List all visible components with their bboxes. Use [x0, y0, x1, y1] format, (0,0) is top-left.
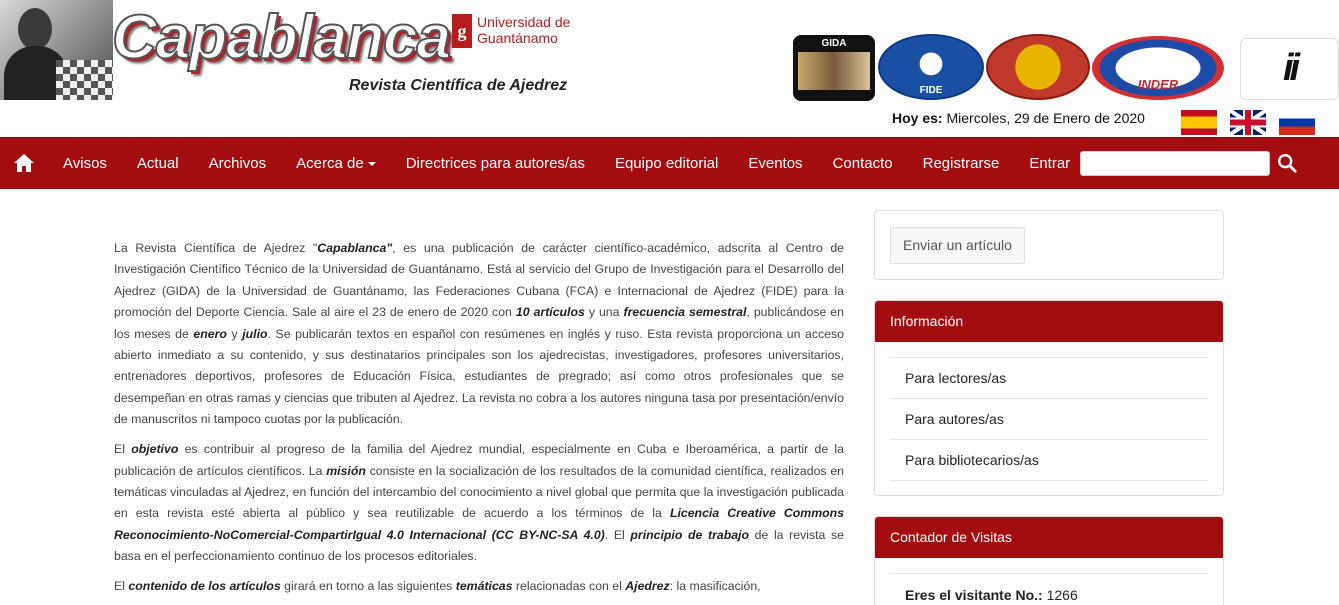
license-link[interactable]: Licencia Creative Commons Reconocimiento-NoComercial-CompartirIgual 4.0 Internacional (CC BY-NC-SA 4.0): [114, 506, 845, 542]
caret-down-icon: [368, 162, 376, 166]
info-panel: [874, 300, 1224, 496]
visits-value: 1266: [1042, 587, 1078, 603]
submit-panel: [874, 210, 1224, 280]
nav-entrar[interactable]: Entrar: [1029, 154, 1071, 172]
link-readers[interactable]: Para lectores/as: [890, 358, 1208, 399]
journal-logo[interactable]: Capablanca: [112, 3, 451, 72]
content-paragraph: El contenido de los artículos girará en torno a las siguientes temáticas relacionadas con el Ajedrez: la masificación,: [114, 579, 761, 594]
main-navbar: [0, 137, 1339, 189]
link-authors[interactable]: Para autores/as: [890, 399, 1208, 440]
nav-registrarse[interactable]: Registrarse: [922, 154, 1000, 172]
visits-label: Eres el visitante No.:: [905, 587, 1043, 603]
search-input[interactable]: [1080, 151, 1270, 176]
home-icon[interactable]: [12, 151, 36, 175]
info-links: [890, 357, 1208, 481]
nav-actual[interactable]: Actual: [136, 154, 179, 172]
nav-eventos[interactable]: Eventos: [748, 154, 803, 172]
fide-logo[interactable]: FIDE: [878, 34, 984, 100]
nav-contacto[interactable]: Contacto: [832, 154, 893, 172]
intro-paragraph: La Revista Científica de Ajedrez "Capablanca", es una publicación de carácter científico-académico, adscrita al Centro de Investigación Científico Técnico de la Universidad de Guantánamo. Está al servicio del Grupo de Investigación para el Desarrollo del Ajedrez (GIDA) de la Universidad de Guantánamo, las Federaciones Cubana (FCA) e Internacional de Ajedrez (FIDE) para la promoción del Deporte Ciencia. Sale al aire el 23 de enero de 2020 con 10 artículos y una frecuencia semestral, publicándose en los meses de enero y julio. Se publicarán textos en español con resúmenes en inglés y ruso. Esta revista proporciona un acceso abierto inmediato a su contenido, y sus destinatarios principales son los ajedrecistas, investigadores, profesores universitarios, entrenadores deportivos, profesores de Educación Física, estudiantes de pregrado; así como otros profesionales que se desempeñan en otras ramas y ciencias que tributen al Ajedrez. La revista no cobra a los autores ninguna tasa por presentación/envío de manuscritos ni tampoco cuotas por la publicación.: [114, 241, 845, 427]
university-line2: Guantánamo: [477, 30, 558, 46]
fca-logo[interactable]: [986, 34, 1090, 100]
visits-panel-title: Contador de Visitas: [875, 517, 1223, 558]
nav-avisos[interactable]: Avisos: [63, 154, 107, 172]
nav-acerca-de[interactable]: [281, 155, 391, 172]
nav-equipo-editorial[interactable]: Equipo editorial: [614, 154, 719, 172]
link-librarians[interactable]: Para bibliotecarios/as: [890, 440, 1208, 481]
spanish-flag-icon[interactable]: [1181, 110, 1217, 135]
university-mark-icon: g: [452, 14, 472, 48]
submit-article-button[interactable]: Enviar un artículo: [890, 227, 1025, 264]
visit-counter: [890, 573, 1208, 605]
gida-logo[interactable]: GIDA: [793, 35, 875, 101]
nav-acerca-de-label: Acerca de: [296, 154, 364, 172]
objective-paragraph: El objetivo es contribuir al progreso de la familia del Ajedrez mundial, especialmente en Cuba e Iberoamérica, a partir de la publicación de artículos científicos. La misión consiste en la socialización de los resultados de la comunidad científica, realizados en temáticas vinculadas al Ajedrez, en función del intercambio del conocimiento a nivel global que permita que la investigación publicada en esta revista esté abierta al público y sea reutilizable de acuerdo a los términos de la Licencia Creative Commons Reconocimiento-NoComercial-CompartirIgual 4.0 Internacional (CC BY-NC-SA 4.0). El principio de trabajo de la revista se basa en el perfeccionamiento continuo de los procesos editoriales.: [114, 442, 845, 564]
english-flag-icon[interactable]: [1230, 110, 1266, 135]
date-value: Miercoles, 29 de Enero de 2020: [942, 110, 1145, 126]
ii-logo[interactable]: ii: [1240, 38, 1339, 100]
university-line1: Universidad de: [477, 14, 571, 30]
russian-flag-icon[interactable]: [1279, 110, 1315, 135]
journal-description: [114, 238, 844, 605]
info-panel-title: Información: [875, 301, 1223, 342]
current-date: [892, 110, 1145, 126]
date-label: Hoy es:: [892, 110, 943, 126]
visits-panel: [874, 516, 1224, 605]
site-header: [0, 0, 1339, 137]
journal-subtitle: Revista Científica de Ajedrez: [349, 77, 568, 94]
language-flags: [1181, 110, 1315, 135]
search-icon[interactable]: [1276, 152, 1298, 174]
nav-directrices[interactable]: Directrices para autores/as: [405, 154, 585, 172]
capablanca-portrait: [0, 0, 113, 100]
university-logo[interactable]: [452, 14, 570, 48]
nav-archivos[interactable]: Archivos: [208, 154, 267, 172]
inder-logo[interactable]: INDER: [1092, 36, 1224, 100]
